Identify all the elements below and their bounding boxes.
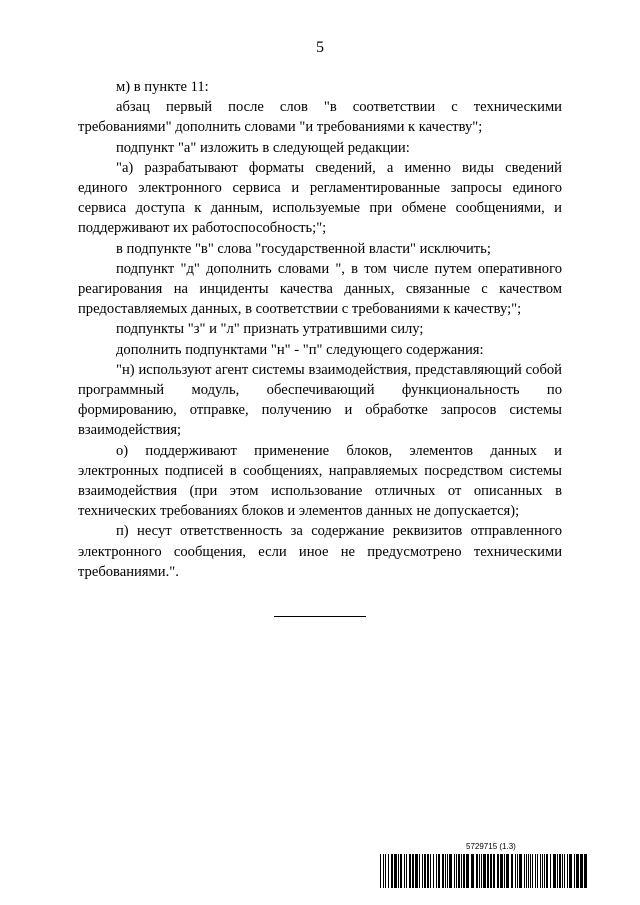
barcode-bar (391, 854, 393, 888)
barcode-bar (424, 854, 426, 888)
barcode-bar (557, 854, 558, 888)
barcode-bar (412, 854, 414, 888)
barcode-bar (479, 854, 480, 888)
barcode-bar (466, 854, 469, 888)
barcode-bar (458, 854, 460, 888)
barcode-bar (546, 854, 548, 888)
barcode-bar (461, 854, 462, 888)
barcode-bar (535, 854, 536, 888)
document-body (78, 77, 562, 582)
barcode-bar (490, 854, 492, 888)
barcode-bar (449, 854, 452, 888)
barcode-block (380, 842, 590, 892)
barcode-bar (584, 854, 587, 888)
barcode-bar (517, 854, 518, 888)
paragraph: п) несут ответственность за содержание реквизитов отправленного электронного сообщения, если иное не предусмотрено техническими требованиями.". (78, 523, 562, 580)
paragraph: о) поддерживают применение блоков, элементов данных и электронных подписей в сообщениях, направляемых посредством системы взаимодействия (при этом использование отличных от описанных в технических требованиях блоков и элементов данных не допускается); (78, 442, 562, 520)
barcode-bar (454, 854, 455, 888)
barcode-bar (419, 854, 420, 888)
barcode-bar (537, 854, 538, 888)
barcode-bar (388, 854, 389, 888)
barcode-bar (559, 854, 561, 888)
paragraph: м) в пункте 11: (116, 79, 209, 95)
paragraph: подпункт "д" дополнить словами ", в том числе путем оперативного реагирования на инциденты качества данных, связанные с качеством предоставляемых данных, в соответствии с требованиями к качеству;"; (78, 260, 562, 318)
barcode-bar (409, 854, 411, 888)
paragraph: абзац первый после слов "в соответствии с техническими требованиями" дополнить словами "и требованиями к качеству"; (78, 99, 562, 136)
barcode-bar (528, 854, 529, 888)
barcode-bar (436, 854, 437, 888)
barcode-bar (526, 854, 527, 888)
barcode-bar (574, 854, 575, 888)
barcode-icon (380, 854, 590, 888)
barcode-bar (385, 854, 386, 888)
barcode-bar (400, 854, 402, 888)
barcode-bar (504, 854, 505, 888)
barcode-bar (427, 854, 429, 888)
barcode-bar (567, 854, 568, 888)
barcode-bar (532, 854, 533, 888)
barcode-bar (442, 854, 444, 888)
barcode-bar (398, 854, 399, 888)
paragraph: подпункт "а" изложить в следующей редакции: (116, 139, 410, 156)
barcode-bar (481, 854, 482, 888)
barcode-bar (553, 854, 556, 888)
barcode-bar (383, 854, 384, 888)
barcode-bar (564, 854, 565, 888)
barcode-bar (519, 854, 522, 888)
paragraph: "а) разрабатывают форматы сведений, а именно виды сведений единого электронного сервиса и регламентированные запросы единого сервиса доступа к данным, используемые при обмене сообщениями, и поддерживают их работоспособность;"; (78, 159, 562, 237)
barcode-bar (511, 854, 513, 888)
barcode-bar (380, 854, 381, 888)
barcode-bar (576, 854, 579, 888)
barcode-bar (500, 854, 503, 888)
barcode-bar (433, 854, 434, 888)
barcode-bar (476, 854, 478, 888)
barcode-bar (497, 854, 499, 888)
barcode-bar (562, 854, 563, 888)
barcode-bar (569, 854, 572, 888)
barcode-bar (542, 854, 543, 888)
barcode-bar (463, 854, 465, 888)
barcode-bar (430, 854, 431, 888)
barcode-bar (471, 854, 474, 888)
barcode-bar (493, 854, 495, 888)
barcode-bar (438, 854, 440, 888)
barcode-bar (544, 854, 545, 888)
barcode-bar (540, 854, 541, 888)
paragraph: в подпункте "в" слова "государственной власти" исключить; (116, 240, 491, 257)
barcode-bar (524, 854, 525, 888)
paragraph: подпункты "з" и "л" признать утратившими силу; (116, 321, 424, 338)
barcode-bar (530, 854, 531, 888)
barcode-bar (580, 854, 583, 888)
barcode-bar (415, 854, 418, 888)
paragraph: "н) используют агент системы взаимодействия, представляющий собой программный модуль, обеспечивающий функциональность по формированию, отправке, получению и обработке запросов системы взаимодействия; (78, 361, 562, 439)
barcode-bar (515, 854, 516, 888)
barcode-bar (483, 854, 486, 888)
barcode-bar (406, 854, 407, 888)
barcode-bar (404, 854, 405, 888)
barcode-bar (456, 854, 457, 888)
end-divider-line (274, 616, 366, 617)
barcode-bar (422, 854, 423, 888)
barcode-bar (394, 854, 397, 888)
paragraph: дополнить подпунктами "н" - "п" следующего содержания: (116, 341, 484, 358)
barcode-bar (447, 854, 448, 888)
barcode-code: 5729715 (1.3) (466, 842, 516, 851)
barcode-bar (445, 854, 446, 888)
barcode-bar (487, 854, 489, 888)
page-number: 5 (316, 39, 324, 56)
barcode-bar (550, 854, 551, 888)
barcode-bar (506, 854, 509, 888)
